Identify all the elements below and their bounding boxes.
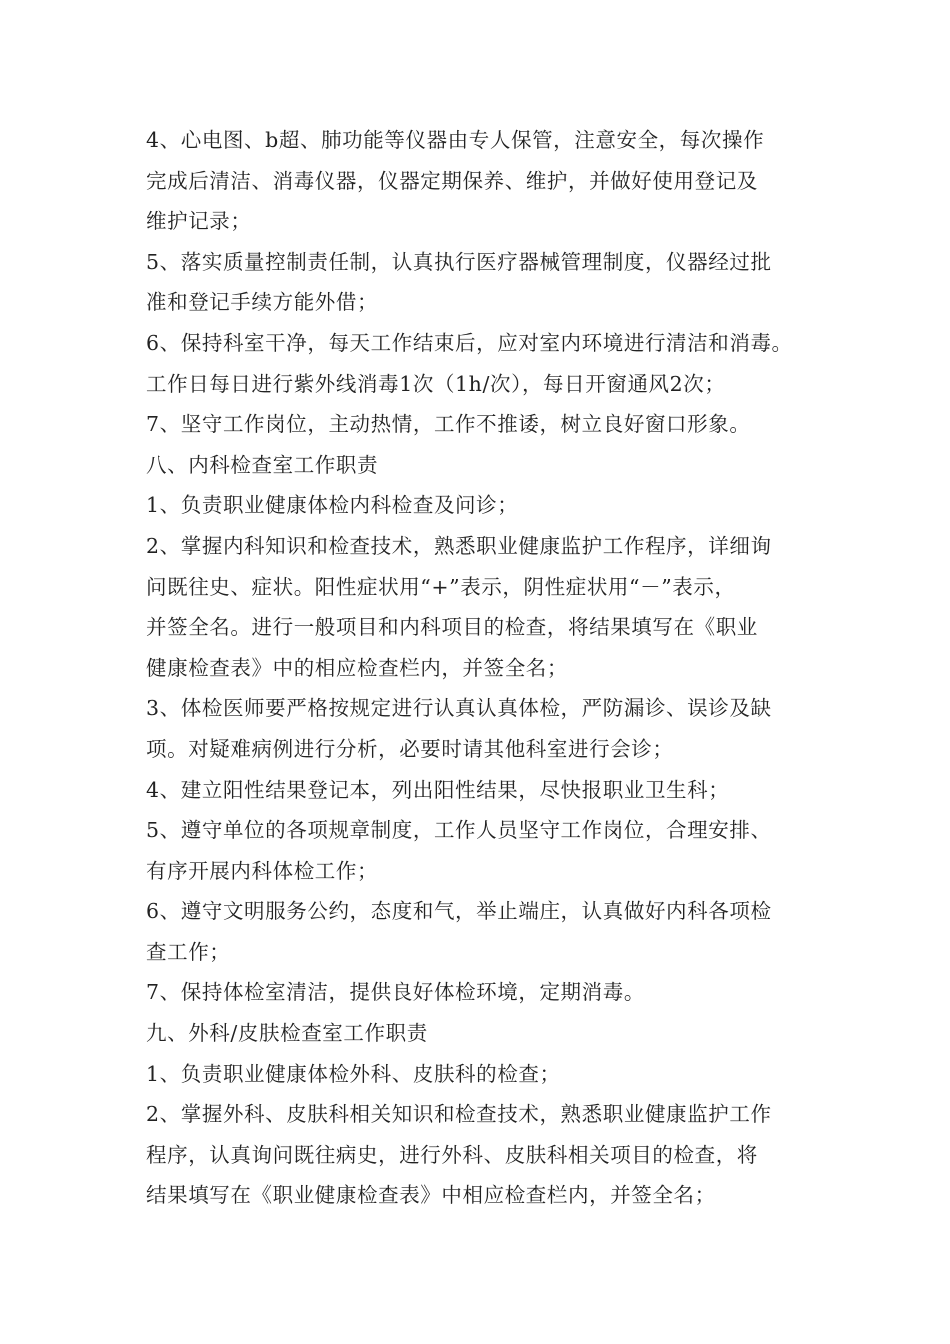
text-line: 5、遵守单位的各项规章制度，工作人员坚守工作岗位，合理安排、 (146, 818, 772, 843)
section-heading: 八、内科检查室工作职责 (146, 452, 379, 477)
text-line: 6、遵守文明服务公约，态度和气，举止端庄，认真做好内科各项检 (146, 899, 772, 924)
text-line: 项。对疑难病例进行分析，必要时请其他科室进行会诊； (146, 736, 674, 761)
text-line: 4、心电图、b超、肺功能等仪器由专人保管，注意安全，每次操作 (146, 128, 765, 152)
text-line: 7、保持体检室清洁，提供良好体检环境，定期消毒。 (146, 980, 645, 1005)
text-line: 健康检查表》中的相应检查栏内，并签全名； (146, 655, 568, 680)
text-line: 1、负责职业健康体检内科检查及问诊； (146, 493, 519, 518)
text-line: 2、掌握外科、皮肤科相关知识和检查技术，熟悉职业健康监护工作 (146, 1102, 772, 1127)
text-line: 7、坚守工作岗位，主动热情，工作不推诿，树立良好窗口形象。 (146, 412, 751, 437)
text-line: 查工作； (146, 939, 231, 964)
text-line: 有序开展内科体检工作； (146, 858, 379, 883)
text-line: 结果填写在《职业健康检查表》中相应检查栏内，并签全名； (146, 1183, 716, 1208)
text-line: 完成后清洁、消毒仪器，仪器定期保养、维护，并做好使用登记及 (146, 168, 758, 193)
text-line: 6、保持科室干净，每天工作结束后，应对室内环境进行清洁和消毒。 (146, 330, 793, 355)
text-line: 工作日每日进行紫外线消毒1次（1h/次），每日开窗通风2次； (146, 371, 726, 396)
text-line: 3、体检医师要严格按规定进行认真认真体检，严防漏诊、误诊及缺 (146, 696, 772, 721)
text-line: 5、落实质量控制责任制，认真执行医疗器械管理制度，仪器经过批 (146, 249, 772, 274)
text-line: 4、建立阳性结果登记本，列出阳性结果，尽快报职业卫生科； (146, 777, 730, 802)
document-body (146, 120, 826, 1216)
text-line: 程序，认真询问既往病史，进行外科、皮肤科相关项目的检查，将 (146, 1142, 758, 1167)
text-line: 1、负责职业健康体检外科、皮肤科的检查； (146, 1061, 561, 1086)
text-line: 2、掌握内科知识和检查技术，熟悉职业健康监护工作程序，详细询 (146, 533, 772, 558)
section-heading: 九、外科/皮肤检查室工作职责 (146, 1021, 428, 1046)
text-line: 并签全名。进行一般项目和内科项目的检查，将结果填写在《职业 (146, 615, 758, 640)
text-line: 问既往史、症状。阳性症状用“+”表示，阴性症状用“－”表示， (146, 574, 736, 599)
text-line: 准和登记手续方能外借； (146, 290, 379, 315)
text-line: 维护记录； (146, 209, 252, 234)
